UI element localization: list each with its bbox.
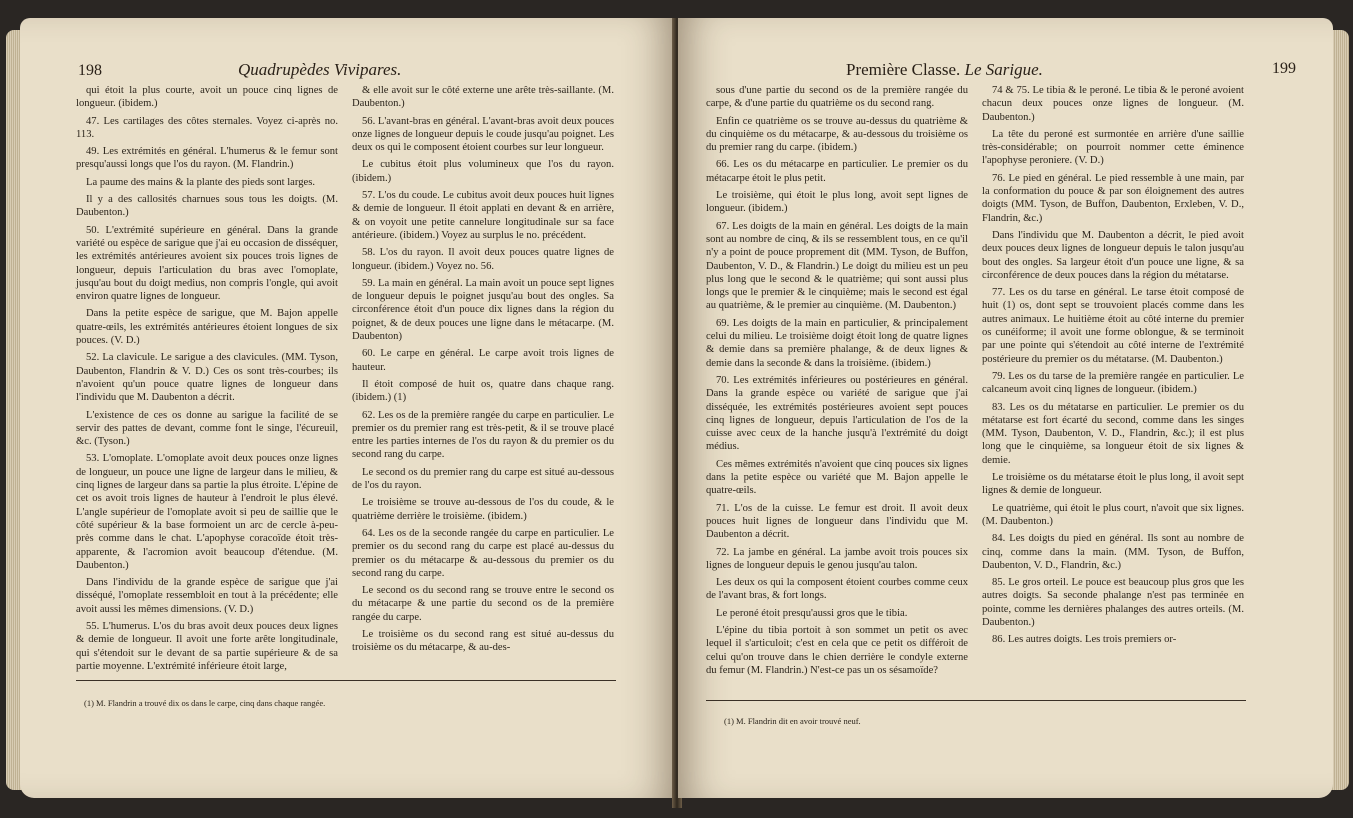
- paragraph: Dans l'individu de la grande espèce de sarigue que j'ai disséqué, l'omoplate ressembloit en tout à la précédente; elle avoit aussi les mêmes dimensions. (V. D.): [76, 577, 338, 615]
- paragraph: 77. Les os du tarse en général. Le tarse étoit composé de huit (1) os, dont sept se trouvoient placés comme dans les autres animaux. Le huitième étoit au côté interne du premier os cunéiforme; il avoit une forme oblongue, & se terminoit par une pointe qui s'étendoit au côté interne de l'extrémité postérieure du premier os du métatarse. (M. Daubenton.): [982, 287, 1244, 365]
- footnote-rule-right: [706, 700, 1246, 701]
- paragraph: Le troisième os du métatarse étoit le plus long, il avoit sept lignes & demie de longueur.: [982, 472, 1244, 497]
- running-title-left: Quadrupèdes Vivipares.: [238, 60, 402, 79]
- page-number-left: 198: [78, 62, 102, 79]
- paragraph: 76. Le pied en général. Le pied ressemble à une main, par la conformation du pouce & par son éloignement des autres doigts (MM. Tyson, de Buffon, Daubenton, Erxleben, V. D., Flandrin, &c.): [982, 172, 1244, 224]
- paragraph: 67. Les doigts de la main en général. Les doigts de la main sont au nombre de cinq, & ils se ressemblent tous, en ce qu'il n'y a point de pouce proprement dit (MM. Tyson, de Buffon, Daubenton, V. D., & Flandrin.) Le doigt du milieu est un peu plus long que le second & le quatrième; qui sont aussi plus longs que le premier & le cinquième; mais le second est égal au quatrième, & le premier au cinquième. (M. Daubenton.): [706, 220, 968, 312]
- page-number-right: 199: [1272, 60, 1296, 77]
- right-column-1: [706, 84, 968, 681]
- paragraph: Le quatrième, qui étoit le plus court, n'avoit que six lignes. (M. Daubenton.): [982, 502, 1244, 527]
- paragraph: 84. Les doigts du pied en général. Ils sont au nombre de cinq, comme dans la main. (MM. Tyson, de Buffon, Daubenton, V. D., Flandrin, &c.): [982, 533, 1244, 571]
- paragraph: Le peroné étoit presqu'aussi gros que le tibia.: [716, 607, 908, 619]
- paragraph: 85. Le gros orteil. Le pouce est beaucoup plus gros que les autres doigts. Sa seconde phalange n'est pas terminée en pointe, comme les dernières phalanges des autres orteils. (M. Daubenton.): [982, 577, 1244, 628]
- running-title-right-plain: Première Classe.: [846, 60, 961, 79]
- paragraph: sous d'une partie du second os de la première rangée du carpe, & d'une partie du quatrième os du second rang.: [706, 85, 968, 110]
- paragraph: 58. L'os du rayon. Il avoit deux pouces quatre lignes de longueur. (ibidem.) Voyez no. 56.: [352, 247, 614, 272]
- paragraph: 72. La jambe en général. La jambe avoit trois pouces six lignes de longueur depuis le genou jusqu'au talon.: [706, 546, 968, 571]
- paragraph: 60. Le carpe en général. Le carpe avoit trois lignes de hauteur.: [352, 348, 614, 373]
- paragraph: 53. L'omoplate. L'omoplate avoit deux pouces onze lignes de longueur, un pouce une ligne de largeur dans le milieu, & cinq lignes de largeur dans sa partie la plus étroite. L'épine de cet os avoit trois lignes de hauteur à l'endroit le plus élevé. L'angle supérieur de l'omoplate avoit si peu de saillie que le côté supérieur & la base formoient un arc de cercle à-peu-près comme dans le chat. L'apophyse coracoïde étoit très-apparente, & l'acromion avoit beaucoup d'étendue. (M. Daubenton.): [76, 453, 338, 571]
- paragraph: Il étoit composé de huit os, quatre dans chaque rang. (ibidem.) (1): [352, 378, 614, 404]
- left-page-header: [78, 60, 618, 80]
- right-column-2: [982, 84, 1244, 651]
- paragraph: 69. Les doigts de la main en particulier, & principalement celui du milieu. Le troisième doigt étoit long de quatre lignes & demie dans sa première phalange, & de deux lignes & demie dans la seconde & dans la troisième. (ibidem.): [706, 317, 968, 369]
- left-column-1: [76, 84, 338, 677]
- footnote-left: (1) M. Flandrin a trouvé dix os dans le carpe, cinq dans chaque rangée.: [84, 698, 326, 708]
- paragraph: Les deux os qui la composent étoient courbes comme ceux de l'avant bras, & fort longs.: [706, 577, 968, 602]
- paragraph: Le troisième, qui étoit le plus long, avoit sept lignes de longueur. (ibidem.): [706, 190, 968, 215]
- paragraph: Ces mêmes extrémités n'avoient que cinq pouces six lignes dans la petite espèce ou variété que M. Bajon appelle le quatre-œils.: [706, 458, 968, 497]
- paragraph: qui étoit la plus courte, avoit un pouce cinq lignes de longueur. (ibidem.): [76, 85, 338, 110]
- paragraph: L'épine du tibia portoit à son sommet un petit os avec lequel il s'articuloit; c'est en cela que ce petit os différoit de celui qu'on trouve dans le chien derrière le condyle externe du femur (M. Flandrin.) N'est-ce pas un os sésamoïde?: [706, 624, 968, 676]
- paragraph: Le second os du second rang se trouve entre le second os du métacarpe & une partie du second os de la première rangée du carpe.: [352, 585, 614, 623]
- paragraph: 55. L'humerus. L'os du bras avoit deux pouces deux lignes & demie de longueur. Il avoit une forte arête longitudinale, qui s'étendoit sur le devant de sa partie supérieure & de sa partie moyenne. L'extrémité inférieure étoit large,: [76, 620, 338, 672]
- paragraph: La tête du peroné est surmontée en arrière d'une saillie très-considérable; on pourroit nommer cette éminence l'apophyse peroniere. (V. D.): [982, 128, 1244, 167]
- right-page-header: [846, 60, 1316, 80]
- paragraph: Enfin ce quatrième os se trouve au-dessus du quatrième & du cinquième os du métacarpe, & au-dessous du troisième os du premier rang du carpe. (ibidem.): [706, 115, 968, 154]
- paragraph: 64. Les os de la seconde rangée du carpe en particulier. Le premier os du second rang du carpe est placé au-dessus du premier os du métacarpe & au-dessous du premier os du second rang du carpe.: [352, 527, 614, 579]
- paragraph: 47. Les cartilages des côtes sternales. Voyez ci-après no. 113.: [76, 115, 338, 140]
- paragraph: 79. Les os du tarse de la première rangée en particulier. Le calcaneum avoit cinq lignes de longueur. (ibidem.): [982, 370, 1244, 396]
- left-page: [20, 18, 675, 798]
- right-page: [678, 18, 1333, 798]
- paragraph: 57. L'os du coude. Le cubitus avoit deux pouces huit lignes & demie de longueur. Il étoit applati en devant & en arrière, & on voyoit une petite cannelure longitudinale sur sa face antérieure. (ibidem.) Voyez au surplus le no. précédent.: [352, 190, 614, 241]
- footnote-right: (1) M. Flandrin dit en avoir trouvé neuf.: [724, 716, 861, 726]
- paragraph: Le troisième os du second rang est situé au-dessus du troisième os du métacarpe, & au-des-: [352, 628, 614, 654]
- paragraph: Le cubitus étoit plus volumineux que l'os du rayon. (ibidem.): [352, 159, 614, 184]
- running-title-right-italic: Le Sarigue.: [964, 60, 1043, 79]
- paragraph: 50. L'extrémité supérieure en général. Dans la grande variété ou espèce de sarigue que j'ai eu occasion de disséquer, les extrémités antérieures avoient six pouces trois lignes de longueur, depuis l'articulation du bras avec l'omoplate, jusqu'au bout du doigt medius, non compris l'ongle, qui avoit environ quatre lignes de longueur.: [76, 224, 338, 303]
- left-column-2: [352, 84, 614, 659]
- paragraph: 66. Les os du métacarpe en particulier. Le premier os du métacarpe étoit le plus petit.: [706, 159, 968, 184]
- paragraph: 59. La main en général. La main avoit un pouce sept lignes de longueur depuis le poignet jusqu'au bout des ongles. Sa circonférence étoit d'un pouce dix lignes dans la région du poignet, & de deux pouces une ligne dans le métacarpe. (M. Daubenton): [352, 277, 614, 343]
- page-edges-right: [1331, 30, 1349, 790]
- paragraph: 74 & 75. Le tibia & le peroné. Le tibia & le peroné avoient chacun deux pouces onze lignes de longueur. (M. Daubenton.): [982, 85, 1244, 123]
- paragraph: 49. Les extrémités en général. L'humerus & le femur sont presqu'aussi longs que l'os du rayon. (M. Flandrin.): [76, 146, 338, 171]
- paragraph: Dans l'individu que M. Daubenton a décrit, le pied avoit deux pouces deux lignes de longueur depuis le talon jusqu'au bout des ongles. Sa largeur étoit d'un pouce une ligne, & sa circonférence de deux pouces dans la région du métatarse.: [982, 229, 1244, 281]
- paragraph: L'existence de ces os donne au sarigue la facilité de se servir des pattes de devant, comme font le singe, l'écureuil, &c. (Tyson.): [76, 409, 338, 448]
- paragraph: Dans la petite espèce de sarigue, que M. Bajon appelle quatre-œils, les extrémités antérieures étoient longues de six pouces. (V. D.): [76, 308, 338, 347]
- paragraph: Il y a des callosités charnues sous tous les doigts. (M. Daubenton.): [76, 194, 338, 219]
- paragraph: 62. Les os de la première rangée du carpe en particulier. Le premier os du premier rang est très-petit, & il se trouve placé entre les parties internes de l'os du rayon & du premier os du second rang du carpe.: [352, 409, 614, 461]
- paragraph: Le troisième se trouve au-dessous de l'os du coude, & le quatrième derrière le troisième. (ibidem.): [352, 497, 614, 522]
- paragraph: 70. Les extrémités inférieures ou postérieures en général. Dans la grande espèce ou variété de sarigue que j'ai disséquée, les extrémités postérieures avoient sept pouces cinq lignes de longueur, depuis l'articulation de l'os de la cuisse avec ceux de la hanche jusqu'à l'extrémité du doigt médius.: [706, 374, 968, 453]
- paragraph: 86. Les autres doigts. Les trois premiers or-: [992, 634, 1177, 646]
- footnote-rule-left: [76, 680, 616, 681]
- paragraph: 83. Les os du métatarse en particulier. Le premier os du métatarse est fort écarté du second, comme dans les singes (MM. Tyson, Daubenton, V. D., Flandrin, &c.); il est plus long que le cinquième, sa longueur étoit de six lignes & demie.: [982, 401, 1244, 466]
- paragraph: La paume des mains & la plante des pieds sont larges.: [86, 176, 315, 188]
- paragraph: & elle avoit sur le côté externe une arête très-saillante. (M. Daubenton.): [352, 85, 614, 110]
- paragraph: 71. L'os de la cuisse. Le femur est droit. Il avoit deux pouces huit lignes de longueur dans l'individu que M. Daubenton a décrit.: [706, 502, 968, 541]
- paragraph: 56. L'avant-bras en général. L'avant-bras avoit deux pouces onze lignes de longueur depuis le coude jusqu'au poignet. Les deux os qui le composent étoient courbes sur leur longueur.: [352, 115, 614, 154]
- paragraph: 52. La clavicule. Le sarigue a des clavicules. (MM. Tyson, Daubenton, Flandrin & V. D.) Ces os sont très-courbes; ils n'avoient qu'un pouce quatre lignes de longueur dans l'individu que M. Daubenton a décrit.: [76, 352, 338, 404]
- paragraph: Le second os du premier rang du carpe est situé au-dessous de l'os du rayon.: [352, 466, 614, 492]
